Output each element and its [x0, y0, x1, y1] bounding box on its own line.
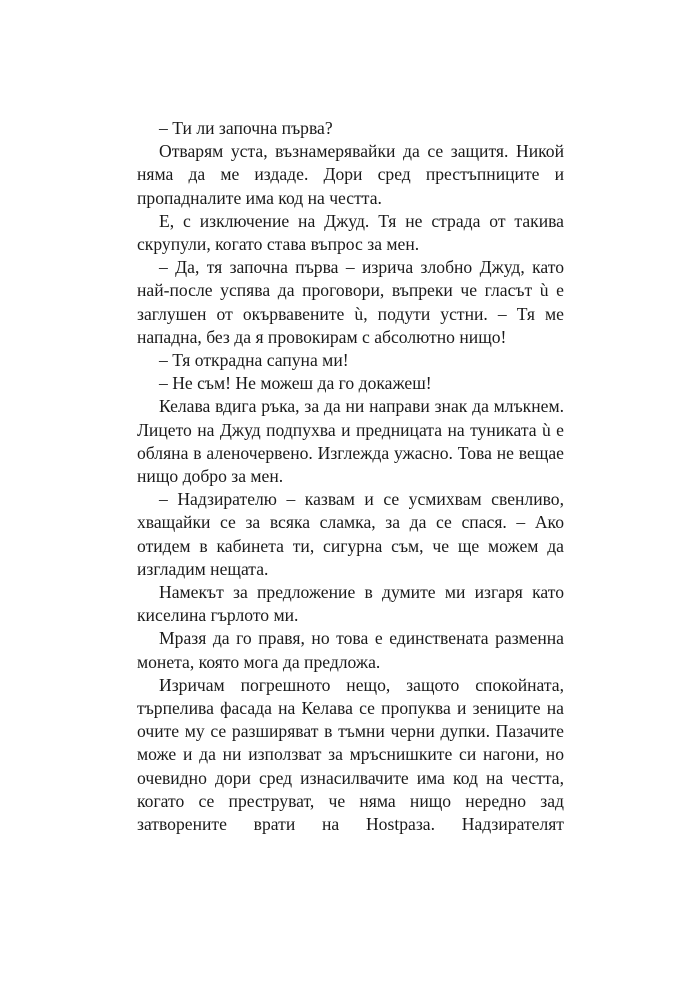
paragraph-1: – Ти ли започна първа?	[159, 118, 333, 138]
paragraph-2: Отварям уста, възнамерявайки да се защитя. Никой няма да ме издаде. Дори сред престъпниците и пропадналите има код на честта.	[137, 141, 564, 208]
paragraph-10: Мразя да го правя, но това е единствената разменна монета, която мога да предложа.	[137, 628, 564, 672]
paragraph-7: Келава вдига ръка, за да ни направи знак да млъкнем. Лицето на Джуд подпухва и предницата на туниката ù е обляна в аленочервено. Изглежда ужасно. Това не вещае нищо добро за мен.	[137, 396, 564, 487]
paragraph-11: Изричам погрешното нещо, защото спокойната, търпелива фасада на Келава се пропуква и зениците на очите му се разширяват в тъмни черни дупки. Пазачите може и да ни използват за мръснишките си нагони, но очевидно дори сред изнасилвачите има код на честта, когато се преструват, че няма нищо нередно зад затворените врати на Нostраза. Надзирателят	[137, 674, 564, 835]
paragraph-6: – Не съм! Не можеш да го докажеш!	[159, 373, 432, 394]
paragraph-8: – Надзирателю – казвам и се усмихвам свенливо, хващайки се за всяка сламка, за да се спася. – Ако отидем в кабинета ти, сигурна съм, че ще можем да изгладим нещата.	[137, 489, 564, 579]
paragraph-4: – Да, тя започна първа – изрича злобно Джуд, като най-после успява да проговори, въпреки че гласът ù е заглушен от окървавените ù, подути устни. – Тя ме нападна, без да я провокирам с абсолютно нищо!	[137, 257, 564, 347]
paragraph-5: – Тя открадна сапуна ми!	[159, 350, 349, 371]
book-page-text	[137, 117, 564, 836]
paragraph-3: Е, с изключение на Джуд. Тя не страда от такива скрупули, когато става въпрос за мен.	[137, 210, 564, 255]
paragraph-9: Намекът за предложение в думите ми изгаря като киселина гърлото ми.	[137, 582, 564, 626]
